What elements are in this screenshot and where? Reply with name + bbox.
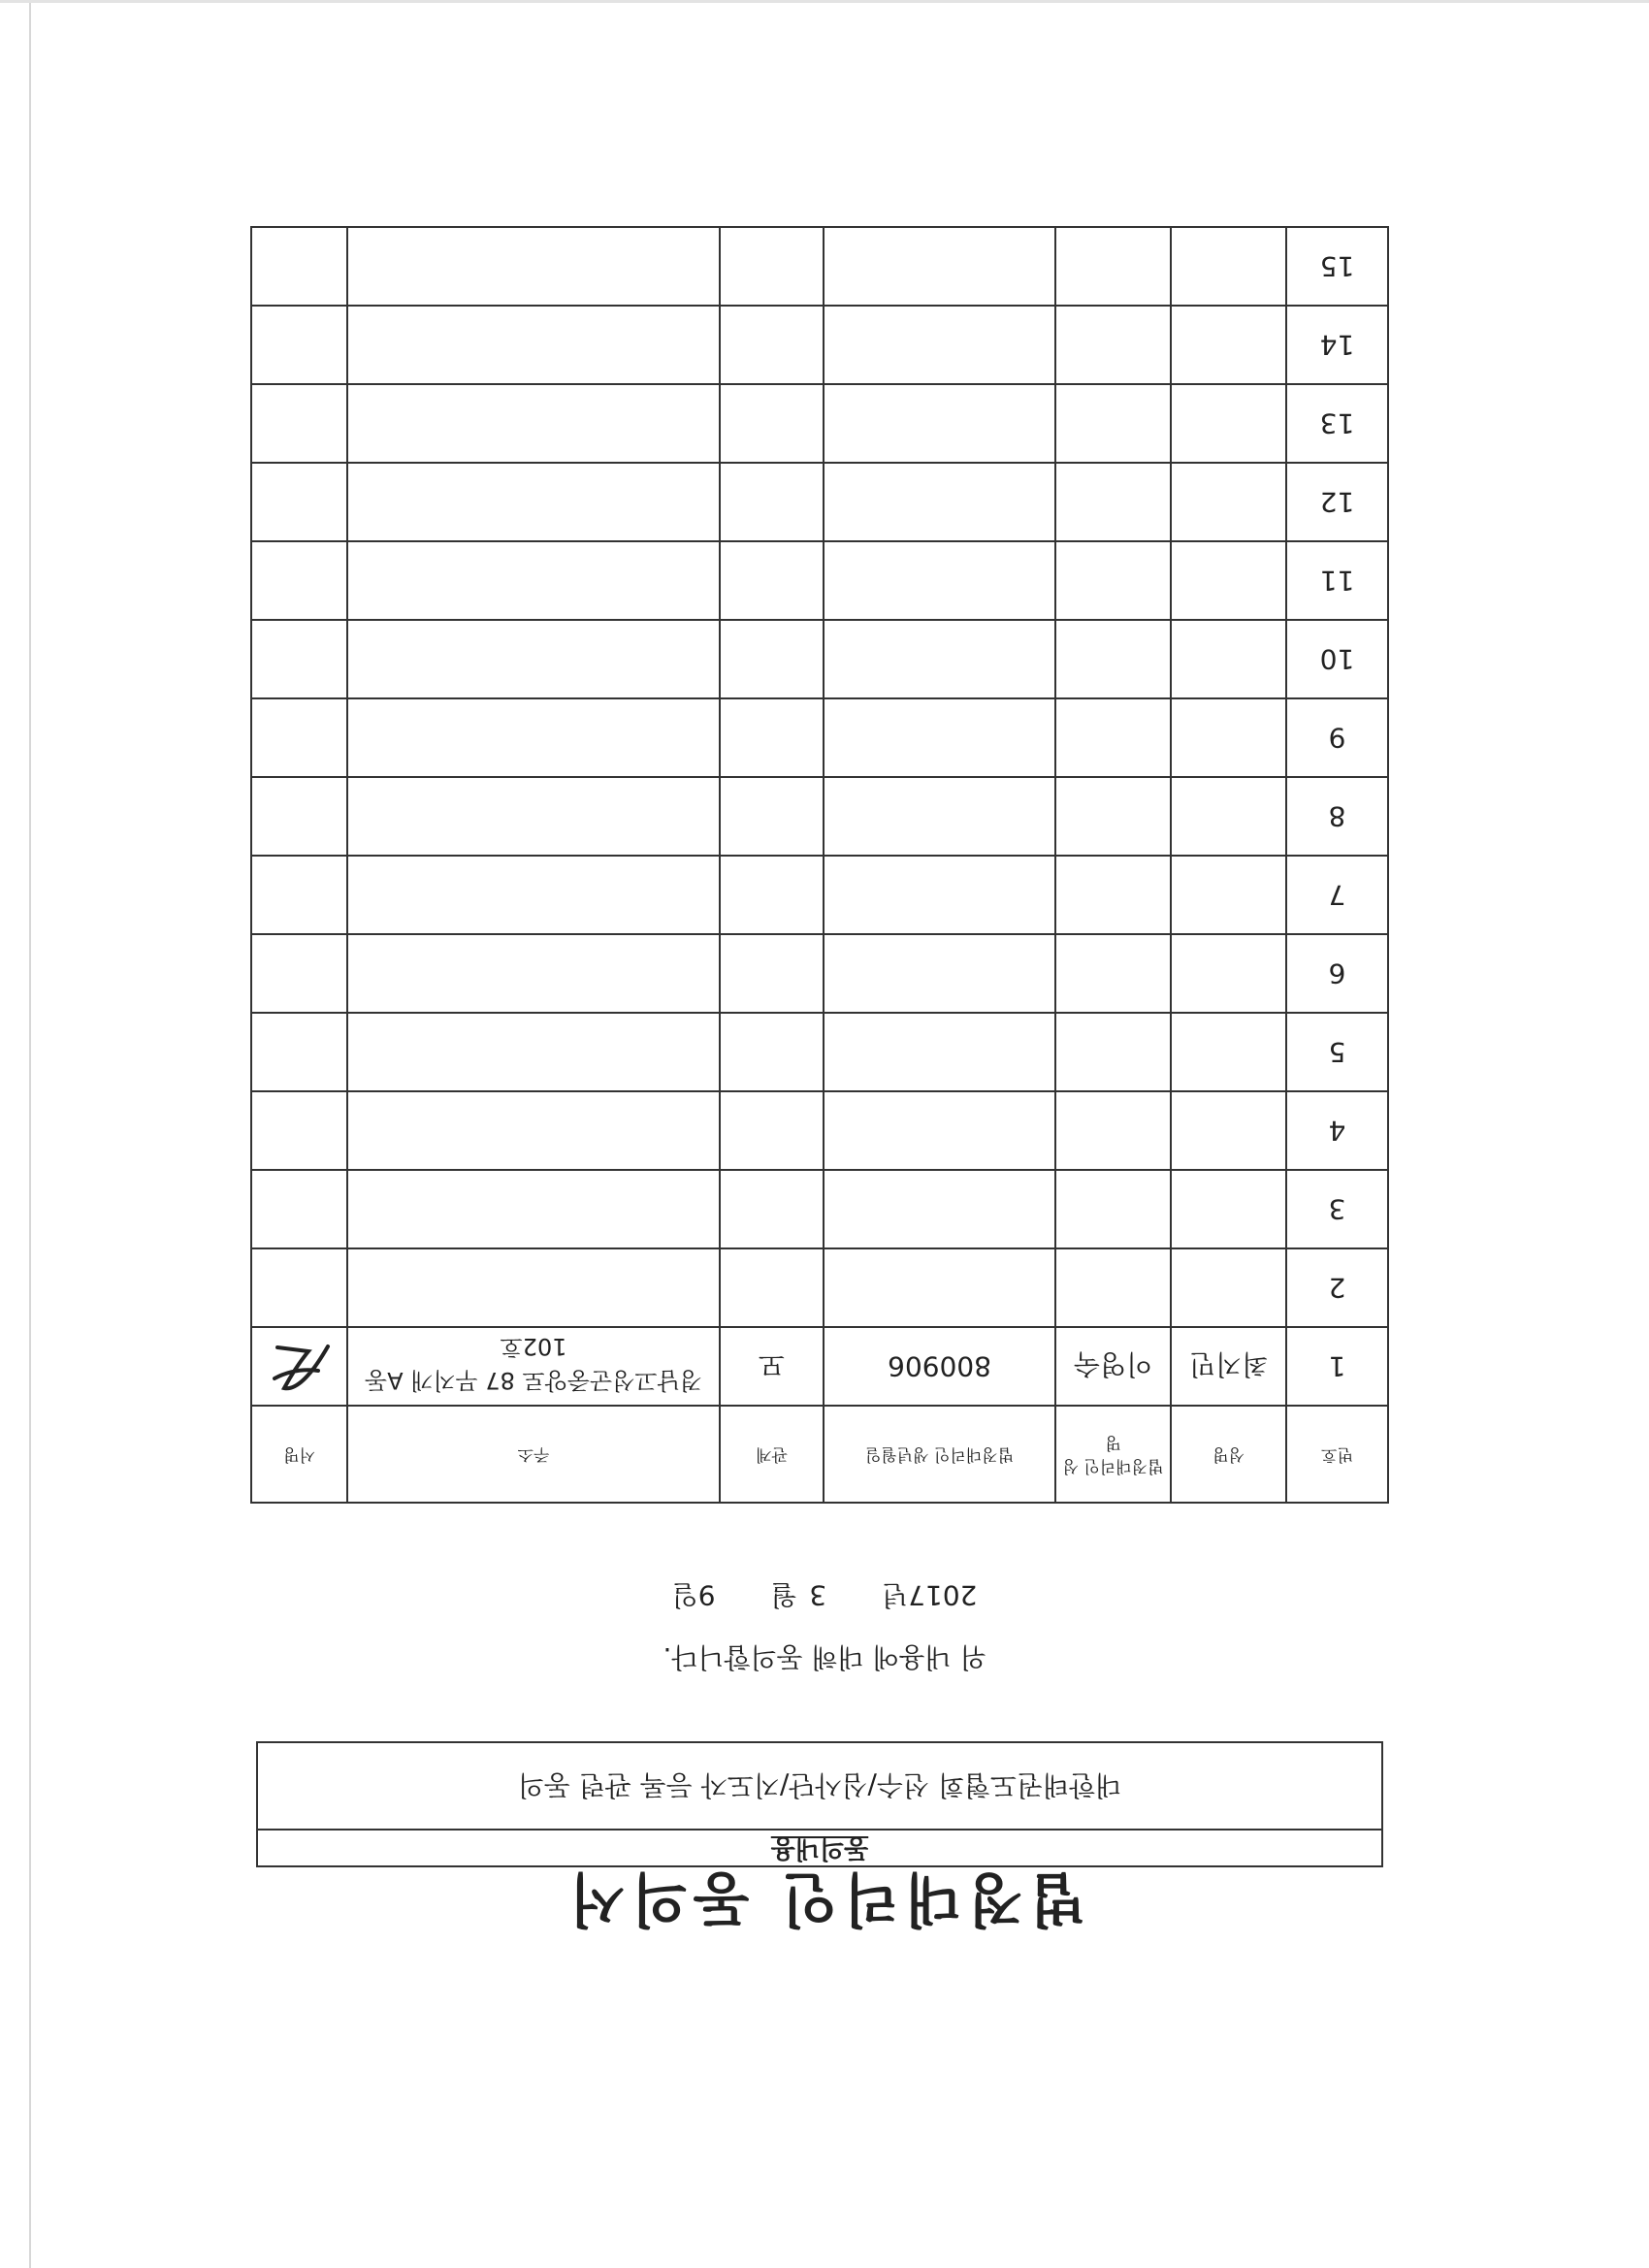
cell-guardian-name: 이영숙 bbox=[1055, 1327, 1171, 1406]
cell-guardian-name bbox=[1055, 227, 1171, 306]
cell-address bbox=[347, 1091, 720, 1170]
table-row bbox=[251, 384, 1388, 463]
date-year: 2017년 bbox=[882, 1579, 978, 1611]
table-row bbox=[251, 306, 1388, 384]
header-guardian-name: 법정대리인 성명 bbox=[1055, 1406, 1171, 1503]
cell-guardian-birth bbox=[824, 306, 1055, 384]
cell-name bbox=[1171, 934, 1286, 1013]
cell-name bbox=[1171, 1248, 1286, 1327]
cell-address bbox=[347, 1170, 720, 1248]
cell-guardian-birth bbox=[824, 1091, 1055, 1170]
cell-guardian-name bbox=[1055, 1091, 1171, 1170]
header-number: 번호 bbox=[1286, 1406, 1388, 1503]
cell-number: 12 bbox=[1286, 463, 1388, 541]
cell-name bbox=[1171, 1091, 1286, 1170]
cell-signature bbox=[251, 463, 347, 541]
agreement-content: 대한태권도협회 선수/심사단/지도자 등록 관련 동의 bbox=[517, 1769, 1122, 1801]
cell-guardian-name bbox=[1055, 934, 1171, 1013]
cell-relation bbox=[720, 1170, 824, 1248]
cell-guardian-name bbox=[1055, 777, 1171, 856]
signature-image bbox=[251, 1327, 347, 1406]
cell-name bbox=[1171, 1013, 1286, 1091]
cell-name bbox=[1171, 541, 1286, 620]
cell-address bbox=[347, 856, 720, 934]
cell-address bbox=[347, 934, 720, 1013]
cell-signature bbox=[251, 698, 347, 777]
cell-relation bbox=[720, 856, 824, 934]
date-month: 3 월 bbox=[770, 1579, 827, 1611]
cell-address bbox=[347, 384, 720, 463]
cell-guardian-birth bbox=[824, 856, 1055, 934]
table-body bbox=[251, 227, 1388, 1406]
cell-signature bbox=[251, 856, 347, 934]
cell-signature bbox=[251, 227, 347, 306]
cell-guardian-birth bbox=[824, 1170, 1055, 1248]
table-row bbox=[251, 856, 1388, 934]
cell-number: 1 bbox=[1286, 1327, 1388, 1406]
cell-address bbox=[347, 463, 720, 541]
cell-name: 최지민 bbox=[1171, 1327, 1286, 1406]
cell-number: 9 bbox=[1286, 698, 1388, 777]
agreement-box bbox=[256, 1741, 1383, 1867]
cell-guardian-birth bbox=[824, 463, 1055, 541]
cell-number: 5 bbox=[1286, 1013, 1388, 1091]
table-row bbox=[251, 1091, 1388, 1170]
cell-guardian-birth bbox=[824, 777, 1055, 856]
table-row bbox=[251, 620, 1388, 698]
cell-guardian-birth bbox=[824, 227, 1055, 306]
cell-number: 4 bbox=[1286, 1091, 1388, 1170]
cell-relation bbox=[720, 698, 824, 777]
cell-relation bbox=[720, 1013, 824, 1091]
cell-signature bbox=[251, 777, 347, 856]
cell-name bbox=[1171, 306, 1286, 384]
cell-relation bbox=[720, 463, 824, 541]
cell-signature bbox=[251, 934, 347, 1013]
cell-guardian-birth bbox=[824, 620, 1055, 698]
cell-relation bbox=[720, 227, 824, 306]
cell-address bbox=[347, 698, 720, 777]
table-row bbox=[251, 1248, 1388, 1327]
cell-guardian-name bbox=[1055, 463, 1171, 541]
header-address: 주소 bbox=[347, 1406, 720, 1503]
cell-guardian-birth bbox=[824, 384, 1055, 463]
cell-guardian-name bbox=[1055, 1013, 1171, 1091]
cell-number: 3 bbox=[1286, 1170, 1388, 1248]
cell-name bbox=[1171, 856, 1286, 934]
table-header-row bbox=[251, 1406, 1388, 1503]
cell-guardian-birth bbox=[824, 541, 1055, 620]
cell-address bbox=[347, 620, 720, 698]
cell-address bbox=[347, 1013, 720, 1091]
table-row bbox=[251, 463, 1388, 541]
cell-guardian-name bbox=[1055, 698, 1171, 777]
cell-number: 14 bbox=[1286, 306, 1388, 384]
date-line bbox=[0, 1577, 1649, 1616]
cell-number: 15 bbox=[1286, 227, 1388, 306]
header-guardian-birth: 법정대리인 생년월일 bbox=[824, 1406, 1055, 1503]
table-row bbox=[251, 227, 1388, 306]
cell-relation: 모 bbox=[720, 1327, 824, 1406]
cell-signature bbox=[251, 1091, 347, 1170]
cell-relation bbox=[720, 1091, 824, 1170]
cell-number: 11 bbox=[1286, 541, 1388, 620]
cell-relation bbox=[720, 934, 824, 1013]
cell-guardian-name bbox=[1055, 620, 1171, 698]
cell-guardian-name bbox=[1055, 1248, 1171, 1327]
cell-relation bbox=[720, 620, 824, 698]
cell-guardian-name bbox=[1055, 384, 1171, 463]
cell-number: 6 bbox=[1286, 934, 1388, 1013]
cell-name bbox=[1171, 384, 1286, 463]
header-signature: 서명 bbox=[251, 1406, 347, 1503]
cell-relation bbox=[720, 1248, 824, 1327]
cell-signature bbox=[251, 620, 347, 698]
cell-signature bbox=[251, 1013, 347, 1091]
cell-guardian-birth bbox=[824, 1248, 1055, 1327]
cell-address bbox=[347, 227, 720, 306]
cell-guardian-birth bbox=[824, 1013, 1055, 1091]
header-relation: 관계 bbox=[720, 1406, 824, 1503]
cell-relation bbox=[720, 384, 824, 463]
cell-guardian-birth: 800906 bbox=[824, 1327, 1055, 1406]
cell-relation bbox=[720, 541, 824, 620]
cell-guardian-name bbox=[1055, 1170, 1171, 1248]
table-row bbox=[251, 1170, 1388, 1248]
table-row bbox=[251, 698, 1388, 777]
scan-edge-bottom bbox=[0, 0, 1649, 3]
document-title: 법정대리인 동의서 bbox=[563, 1864, 1086, 1932]
cell-guardian-birth bbox=[824, 934, 1055, 1013]
cell-number: 7 bbox=[1286, 856, 1388, 934]
agreement-heading: 동의내용 bbox=[258, 1829, 1381, 1865]
cell-number: 10 bbox=[1286, 620, 1388, 698]
cell-address bbox=[347, 1248, 720, 1327]
cell-signature bbox=[251, 384, 347, 463]
table-row bbox=[251, 934, 1388, 1013]
cell-number: 8 bbox=[1286, 777, 1388, 856]
consent-statement: 위 내용에 대해 동의합니다. bbox=[663, 1641, 986, 1673]
cell-name bbox=[1171, 698, 1286, 777]
table-row bbox=[251, 777, 1388, 856]
cell-signature bbox=[251, 541, 347, 620]
cell-address bbox=[347, 777, 720, 856]
table-row bbox=[251, 541, 1388, 620]
cell-address bbox=[347, 541, 720, 620]
table-row bbox=[251, 1013, 1388, 1091]
cell-guardian-name bbox=[1055, 856, 1171, 934]
cell-name bbox=[1171, 777, 1286, 856]
cell-guardian-name bbox=[1055, 541, 1171, 620]
cell-guardian-name bbox=[1055, 306, 1171, 384]
cell-signature bbox=[251, 1170, 347, 1248]
cell-name bbox=[1171, 227, 1286, 306]
cell-number: 13 bbox=[1286, 384, 1388, 463]
cell-name bbox=[1171, 620, 1286, 698]
cell-address bbox=[347, 306, 720, 384]
table-row bbox=[251, 1327, 1388, 1406]
cell-number: 2 bbox=[1286, 1248, 1388, 1327]
cell-name bbox=[1171, 1170, 1286, 1248]
cell-relation bbox=[720, 777, 824, 856]
cell-address: 경남고성군중앙로 87 무지개 A동 102호 bbox=[347, 1327, 720, 1406]
header-name: 성명 bbox=[1171, 1406, 1286, 1503]
date-day: 9일 bbox=[671, 1579, 716, 1611]
cell-signature bbox=[251, 1248, 347, 1327]
cell-relation bbox=[720, 306, 824, 384]
guardian-table bbox=[250, 226, 1389, 1504]
cell-guardian-birth bbox=[824, 698, 1055, 777]
cell-name bbox=[1171, 463, 1286, 541]
cell-signature bbox=[251, 306, 347, 384]
